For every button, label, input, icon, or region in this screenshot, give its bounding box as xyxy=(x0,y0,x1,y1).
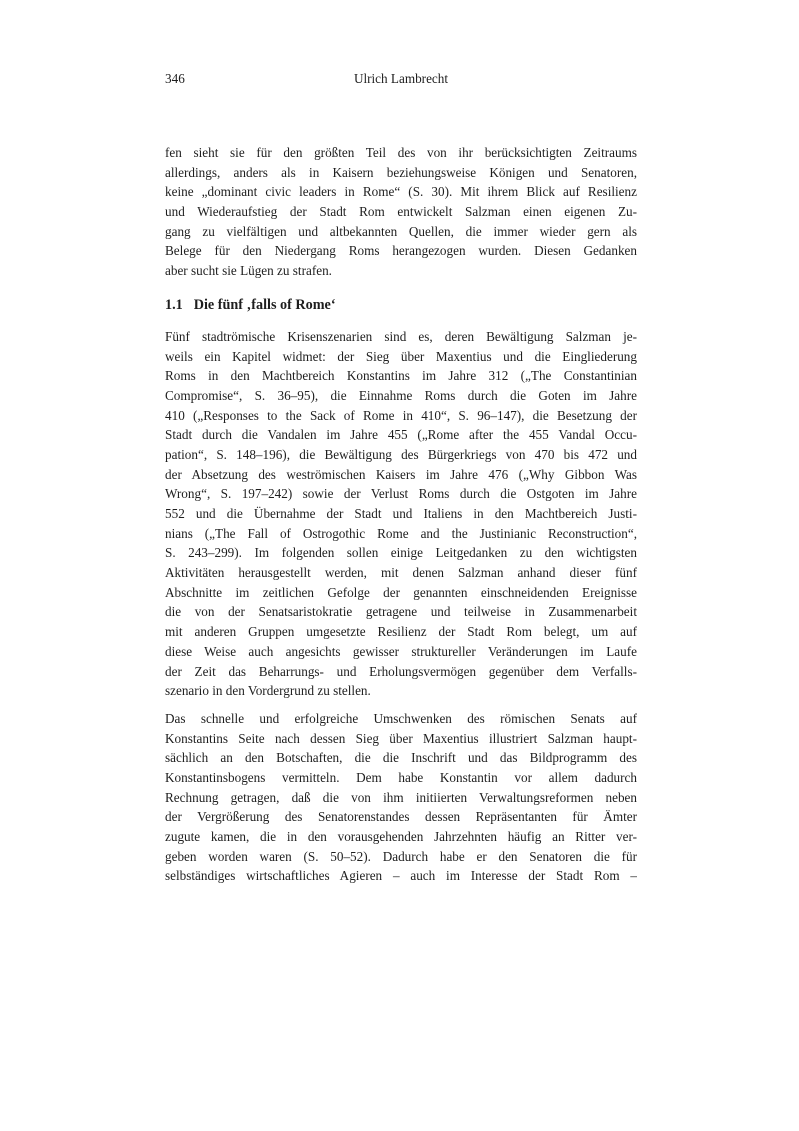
paragraph xyxy=(165,327,637,701)
text-line: zugute kamen, die in den vorausgehenden Jahrzehnten häufig an Ritter ver- xyxy=(165,829,637,844)
text-line: der Zeit das Beharrungs- und Erholungsvermögen gegenüber dem Verfalls- xyxy=(165,663,637,679)
section-title: Die fünf ‚falls of Rome‘ xyxy=(193,296,336,313)
text-line: fen sieht sie für den größten Teil des von ihr berücksichtigten Zeitraums xyxy=(165,145,637,160)
text-line: aber sucht sie Lügen zu strafen. xyxy=(165,263,332,279)
text-line: mit anderen Gruppen umgesetzte Resilienz der Stadt Rom belegt, um auf xyxy=(165,624,637,640)
text-line: szenario in den Vordergrund zu stellen. xyxy=(165,683,371,699)
text-line: Stadt durch die Vandalen im Jahre 455 („Rome after the 455 Vandal Occu- xyxy=(165,427,637,443)
text-line: Belege für den Niedergang Roms herangezogen wurden. Diesen Gedanken xyxy=(165,243,637,259)
text-line: weils ein Kapitel widmet: der Sieg über Maxentius und die Eingliederung xyxy=(165,348,637,364)
text-line: Konstantins Seite nach dessen Sieg über Maxentius illustriert Salzman haupt- xyxy=(165,730,637,746)
text-line: diese Weise auch angesichts gewisser struktureller Veränderungen im Laufe xyxy=(165,643,637,659)
text-line: nians („The Fall of Ostrogothic Rome and the Justinianic Reconstruction“, xyxy=(165,525,637,541)
text-line: Rechnung getragen, daß die von ihm initiierten Verwaltungsreformen neben xyxy=(165,789,637,805)
text-line: allerdings, anders als in Kaisern beziehungsweise Königen und Senatoren, xyxy=(165,164,637,180)
text-line: Wrong“, S. 197–242) sowie der Verlust Roms durch die Ostgoten im Jahre xyxy=(165,486,637,502)
page-number: 346 xyxy=(165,71,185,86)
text-line: selbständiges wirtschaftliches Agieren – auch im Interesse der Stadt Rom – xyxy=(165,868,637,884)
text-line: Compromise“, S. 36–95), die Einnahme Roms durch die Goten im Jahre xyxy=(165,387,637,403)
page-header xyxy=(165,70,637,87)
text-line: pation“, S. 148–196), die Bewältigung des Bürgerkriegs von 470 bis 472 und xyxy=(165,446,637,462)
text-line: der Absetzung des weströmischen Kaisers im Jahre 476 („Why Gibbon Was xyxy=(165,466,637,482)
text-line: sächlich an den Botschaften, die die Inschrift und das Bildprogramm des xyxy=(165,750,637,766)
paragraph-continuation xyxy=(165,143,637,281)
text-line: und Wiederaufstieg der Stadt Rom entwickelt Salzman einen eigenen Zu- xyxy=(165,204,637,220)
text-line: keine „dominant civic leaders in Rome“ (S. 30). Mit ihrem Blick auf Resilienz xyxy=(165,184,637,200)
text-line: der Vergrößerung des Senatorenstandes dessen Repräsentanten für Ämter xyxy=(165,809,637,825)
text-line: die von der Senatsaristokratie getragene und teilweise in Zusammenarbeit xyxy=(165,604,637,620)
section-number: 1.1 xyxy=(165,296,183,313)
text-line: S. 243–299). Im folgenden sollen einige Leitgedanken zu den wichtigsten xyxy=(165,545,637,561)
running-head: Ulrich Lambrecht xyxy=(353,71,449,86)
text-line: Konstantinsbogens vermitteln. Dem habe Konstantin vor allem dadurch xyxy=(165,769,637,785)
paragraph xyxy=(165,709,637,886)
text-line: 552 und die Übernahme der Stadt und Italiens in den Machtbereich Justi- xyxy=(165,506,637,521)
text-line: gang zu vielfältigen und altbekannten Quellen, die immer wieder gern als xyxy=(165,223,637,239)
text-line: Das schnelle und erfolgreiche Umschwenken des römischen Senats auf xyxy=(165,710,637,726)
text-line: 410 („Responses to the Sack of Rome in 410“, S. 96–147), die Besetzung der xyxy=(165,407,637,423)
text-line: Abschnitte im zeitlichen Gefolge der genannten einschneidenden Ereignisse xyxy=(165,584,637,600)
text-line: Fünf stadtrömische Krisenszenarien sind es, deren Bewältigung Salzman je- xyxy=(165,328,637,344)
text-line: Roms in den Machtbereich Konstantins im Jahre 312 („The Constantinian xyxy=(165,368,637,384)
section-heading xyxy=(165,295,637,315)
text-line: geben worden waren (S. 50–52). Dadurch habe er den Senatoren die für xyxy=(165,848,637,864)
text-line: Aktivitäten herausgestellt werden, mit denen Salzman anhand dieser fünf xyxy=(165,565,637,581)
text-block xyxy=(165,143,637,886)
